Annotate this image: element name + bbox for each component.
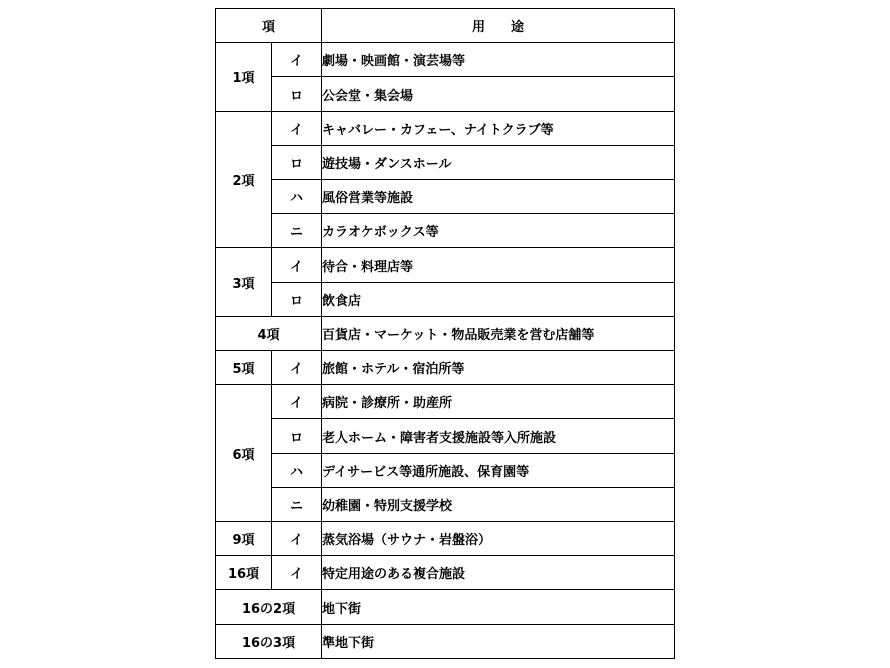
table-row — [216, 282, 675, 316]
use-cell: 老人ホーム・障害者支援施設等入所施設 — [322, 419, 675, 453]
sub-cell: ニ — [272, 487, 322, 521]
use-cell: 飲食店 — [322, 282, 675, 316]
use-cell: 風俗営業等施設 — [322, 180, 675, 214]
sub-cell: ロ — [272, 282, 322, 316]
header-item: 項 — [216, 9, 322, 43]
use-cell: 幼稚園・特別支援学校 — [322, 487, 675, 521]
table-row — [216, 624, 675, 658]
sub-cell: ハ — [272, 180, 322, 214]
sub-cell: ロ — [272, 419, 322, 453]
section-cell: 2項 — [216, 111, 272, 248]
section-cell: 5項 — [216, 351, 272, 385]
table-row — [216, 351, 675, 385]
header-use-right: 途 — [511, 20, 525, 36]
table-row — [216, 248, 675, 282]
use-cell: 公会堂・集会場 — [322, 77, 675, 111]
use-cell: 旅館・ホテル・宿泊所等 — [322, 351, 675, 385]
table-row — [216, 180, 675, 214]
use-cell: 百貨店・マーケット・物品販売業を営む店舗等 — [322, 316, 675, 350]
use-cell: 準地下街 — [322, 624, 675, 658]
header-use-left: 用 — [472, 20, 486, 36]
table-row — [216, 487, 675, 521]
use-cell: カラオケボックス等 — [322, 214, 675, 248]
use-cell: 遊技場・ダンスホール — [322, 145, 675, 179]
section-cell: 16の2項 — [216, 590, 322, 624]
section-cell: 4項 — [216, 316, 322, 350]
table-row — [216, 145, 675, 179]
table-row — [216, 453, 675, 487]
sub-cell: ハ — [272, 453, 322, 487]
table-row — [216, 43, 675, 77]
sub-cell: イ — [272, 351, 322, 385]
table-row — [216, 556, 675, 590]
use-cell: 待合・料理店等 — [322, 248, 675, 282]
section-cell: 6項 — [216, 385, 272, 522]
use-cell: 病院・診療所・助産所 — [322, 385, 675, 419]
section-cell: 3項 — [216, 248, 272, 316]
sub-cell: イ — [272, 556, 322, 590]
table-row — [216, 385, 675, 419]
table-row — [216, 214, 675, 248]
sub-cell: ロ — [272, 77, 322, 111]
sub-cell: イ — [272, 248, 322, 282]
use-classification-table — [215, 8, 675, 659]
section-cell: 16の3項 — [216, 624, 322, 658]
use-cell: 地下街 — [322, 590, 675, 624]
sub-cell: イ — [272, 111, 322, 145]
table-row — [216, 590, 675, 624]
sub-cell: イ — [272, 43, 322, 77]
use-cell: デイサービス等通所施設、保育園等 — [322, 453, 675, 487]
sub-cell: イ — [272, 385, 322, 419]
sub-cell: ロ — [272, 145, 322, 179]
table-row — [216, 111, 675, 145]
sub-cell: ニ — [272, 214, 322, 248]
table-row — [216, 77, 675, 111]
use-cell: 蒸気浴場（サウナ・岩盤浴） — [322, 522, 675, 556]
section-cell: 9項 — [216, 522, 272, 556]
use-cell: キャバレー・カフェー、ナイトクラブ等 — [322, 111, 675, 145]
section-cell: 1項 — [216, 43, 272, 111]
use-cell: 劇場・映画館・演芸場等 — [322, 43, 675, 77]
section-cell: 16項 — [216, 556, 272, 590]
table-row — [216, 419, 675, 453]
use-cell: 特定用途のある複合施設 — [322, 556, 675, 590]
header-use — [322, 9, 675, 43]
sub-cell: イ — [272, 522, 322, 556]
table-row — [216, 522, 675, 556]
table-row — [216, 316, 675, 350]
table-header-row — [216, 9, 675, 43]
